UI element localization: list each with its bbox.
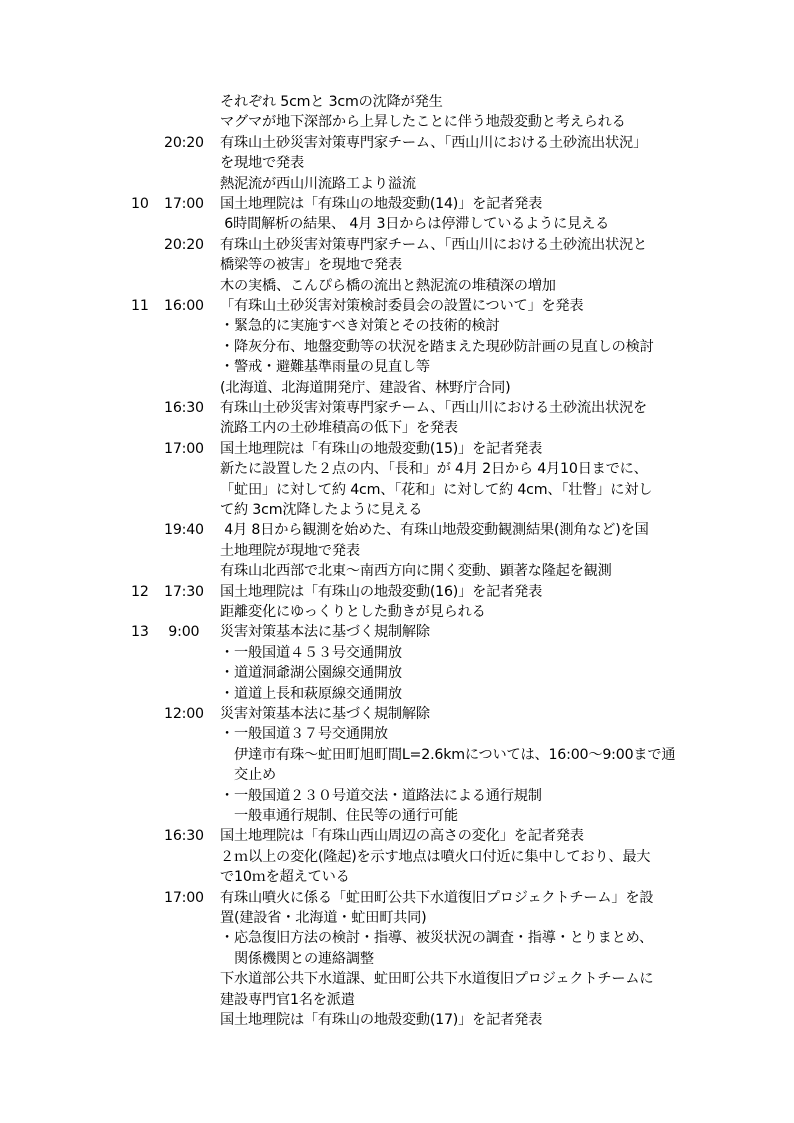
chronology-line xyxy=(0,541,794,561)
entry-text: 交止め xyxy=(234,767,276,784)
chronology-line xyxy=(0,235,794,255)
chronology-line xyxy=(0,459,794,479)
chronology-line xyxy=(0,704,794,724)
entry-day: 10 xyxy=(131,196,149,212)
chronology-line xyxy=(0,582,794,602)
entry-text: 橋梁等の被害」を現地で発表 xyxy=(220,257,402,274)
entry-time: 20:20 xyxy=(164,134,204,151)
entry-text: 有珠山土砂災害対策専門家チーム、「西山川における土砂流出状況」 xyxy=(220,134,647,151)
entry-text: 国土地理院は「有珠山西山周辺の高さの変化」を記者発表 xyxy=(220,828,584,845)
entry-text: 4月 8日から観測を始めた、有珠山地殻変動観測結果(測角など)を国 xyxy=(220,522,649,539)
entry-text: 新たに設置した２点の内、「長和」が 4月 2日から 4月10日までに、 xyxy=(220,461,648,478)
chronology-line xyxy=(0,847,794,867)
chronology-line xyxy=(0,969,794,989)
chronology-line xyxy=(0,949,794,969)
entry-text: ・緊急的に実施すべき対策とその技術的検討 xyxy=(220,318,500,335)
chronology-line xyxy=(0,500,794,520)
chronology-line xyxy=(0,745,794,765)
chronology-line xyxy=(0,214,794,234)
entry-text: (北海道、北海道開発庁、建設省、林野庁合同) xyxy=(220,379,511,396)
entry-text: で10ｍを超えている xyxy=(220,869,350,886)
entry-text: 国土地理院は「有珠山の地殻変動(14)」を記者発表 xyxy=(220,196,543,212)
entry-text: 「有珠山土砂災害対策検討委員会の設置について」を発表 xyxy=(220,298,584,314)
entry-text: 関係機関との連絡調整 xyxy=(234,950,374,967)
chronology-line xyxy=(0,153,794,173)
chronology-line xyxy=(0,724,794,744)
entry-time: 16:30 xyxy=(164,400,204,416)
entry-text: ・道道上長和萩原線交通開放 xyxy=(220,685,402,702)
entry-time: 19:40 xyxy=(164,522,204,539)
chronology-line xyxy=(0,561,794,581)
entry-text: 伊達市有珠～虻田町旭町間L=2.6kmについては、16:00～9:00まで通 xyxy=(234,746,676,763)
chronology-line xyxy=(0,174,794,194)
chronology-line xyxy=(0,133,794,153)
entry-text: 土地理院が現地で発表 xyxy=(220,542,360,559)
chronology-line xyxy=(0,806,794,826)
chronology-line xyxy=(0,418,794,438)
chronology-line xyxy=(0,867,794,887)
entry-text: ・一般国道４５３号交通開放 xyxy=(220,644,402,661)
entry-text: 一般車通行規制、住民等の通行可能 xyxy=(234,808,458,824)
chronology-line xyxy=(0,194,794,214)
entry-text: 国土地理院は「有珠山の地殻変動(15)」を記者発表 xyxy=(220,440,543,457)
entry-text: ・一般国道２３０号道交法・道路法による通行規制 xyxy=(220,787,542,804)
entry-text: 建設専門官1名を派遣 xyxy=(220,991,355,1008)
chronology-line xyxy=(0,990,794,1010)
entry-text: 有珠山土砂災害対策専門家チーム、「西山川における土砂流出状況を xyxy=(220,400,647,416)
entry-time: 17:00 xyxy=(164,196,204,212)
chronology-line xyxy=(0,602,794,622)
entry-text: ・警戒・避難基準雨量の見直し等 xyxy=(220,359,430,376)
chronology-line xyxy=(0,480,794,500)
chronology-line xyxy=(0,684,794,704)
chronology-line xyxy=(0,786,794,806)
entry-text: 有珠山土砂災害対策専門家チーム、「西山川における土砂流出状況と xyxy=(220,236,647,253)
entry-text: 置(建設省・北海道・虻田町共同) xyxy=(220,910,427,926)
chronology-line xyxy=(0,622,794,642)
entry-text: ・応急復旧方法の検討・指導、被災状況の調査・指導・とりまとめ、 xyxy=(220,930,654,947)
entry-text: を現地で発表 xyxy=(220,155,304,172)
chronology-line xyxy=(0,928,794,948)
entry-text: 有珠山北西部で北東～南西方向に開く変動、顕著な隆起を観測 xyxy=(220,563,612,580)
entry-text: 「虻田」に対して約 4cm、「花和」に対して約 4cm、「壮瞥」に対し xyxy=(220,481,653,498)
chronology-line xyxy=(0,765,794,785)
chronology-line xyxy=(0,296,794,316)
entry-text: 距離変化にゆっくりとした動きが見られる xyxy=(220,604,486,620)
entry-text: ２ｍ以上の変化(隆起)を示す地点は噴火口付近に集中しており、最大 xyxy=(220,848,651,865)
chronology-line xyxy=(0,357,794,377)
entry-text: 熱泥流が西山川流路工より溢流 xyxy=(220,175,416,192)
entry-text: それぞれ 5cmと 3cmの沈降が発生 xyxy=(220,94,443,110)
chronology-line xyxy=(0,276,794,296)
entry-text: ・降灰分布、地盤変動等の状況を踏まえた現砂防計画の見直しの検討 xyxy=(220,338,654,355)
entry-time: 17:30 xyxy=(164,583,204,600)
chronology-line xyxy=(0,112,794,132)
entry-text: 流路工内の土砂堆積高の低下」を発表 xyxy=(220,420,458,437)
entry-time: 9:00 xyxy=(164,624,200,641)
entry-time: 12:00 xyxy=(164,706,204,722)
entry-day: 12 xyxy=(131,583,149,600)
entry-time: 16:30 xyxy=(164,828,204,845)
entry-text: 有珠山噴火に係る「虻田町公共下水道復旧プロジェクトチーム」を設 xyxy=(220,889,654,906)
entry-time: 17:00 xyxy=(164,440,204,457)
chronology-line xyxy=(0,92,794,112)
chronology-line xyxy=(0,643,794,663)
chronology-line xyxy=(0,663,794,683)
entry-text: 6時間解析の結果、 4月 3日からは停滞しているように見える xyxy=(220,216,610,233)
chronology-line xyxy=(0,378,794,398)
chronology-line xyxy=(0,826,794,846)
chronology-line xyxy=(0,316,794,336)
chronology-line xyxy=(0,337,794,357)
entry-day: 11 xyxy=(131,298,149,314)
entry-text: 木の実橋、こんぴら橋の流出と熱泥流の堆積深の増加 xyxy=(220,277,556,294)
chronology-line xyxy=(0,888,794,908)
entry-text: 国土地理院は「有珠山の地殻変動(16)」を記者発表 xyxy=(220,583,543,600)
entry-time: 17:00 xyxy=(164,889,204,906)
chronology-line xyxy=(0,439,794,459)
chronology-line xyxy=(0,1010,794,1030)
chronology-line xyxy=(0,520,794,540)
entry-time: 20:20 xyxy=(164,236,204,253)
entry-day: 13 xyxy=(131,624,149,641)
entry-text: て約 3cm沈降したように見える xyxy=(220,502,423,518)
chronology-line xyxy=(0,398,794,418)
chronology-line xyxy=(0,908,794,928)
entry-text: ・道道洞爺湖公園線交通開放 xyxy=(220,665,402,682)
entry-text: マグマが地下深部から上昇したことに伴う地殻変動と考えられる xyxy=(220,114,626,131)
chronology-line xyxy=(0,255,794,275)
entry-text: 災害対策基本法に基づく規制解除 xyxy=(220,706,430,722)
entry-text: ・一般国道３７号交通開放 xyxy=(220,726,388,743)
entry-time: 16:00 xyxy=(164,298,204,314)
entry-text: 国土地理院は「有珠山の地殻変動(17)」を記者発表 xyxy=(220,1012,543,1028)
entry-text: 災害対策基本法に基づく規制解除 xyxy=(220,624,430,641)
entry-text: 下水道部公共下水道課、虻田町公共下水道復旧プロジェクトチームに xyxy=(220,971,654,988)
